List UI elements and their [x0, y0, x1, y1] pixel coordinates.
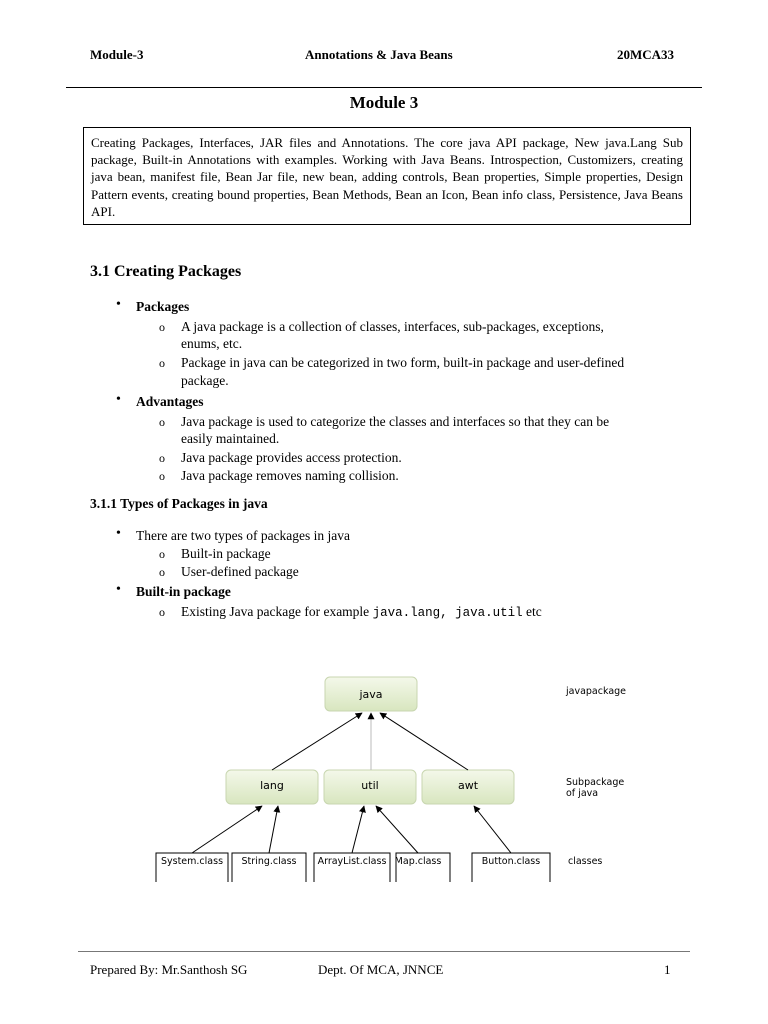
packages-item-2a: Package in java can be categorized in two form, built-in package and user-defined — [181, 355, 625, 370]
syllabus-text: Creating Packages, Interfaces, JAR files and Annotations. The core java API package, New java.Lang Sub package, Built-in Annotations with examples. Working with Java Beans. Introspection, Customizers, creating java bean, manifest file, Bean Jar file, new bean, adding controls, Bean properties, Simple properties, Design Pattern events, creating bound properties, Bean Methods, Bean an Icon, Bean info class, Persistence, Java Beans API. — [91, 135, 683, 219]
footer-department: Dept. Of MCA, JNNCE — [318, 962, 444, 977]
advantages-item-3: Java package removes naming collision. — [181, 468, 399, 483]
packages-label: Packages — [136, 299, 190, 314]
class-label-arraylist: ArrayList.class — [317, 856, 387, 867]
side-label-javapackage: javapackage — [566, 686, 627, 697]
sub-bullet: o — [159, 469, 165, 483]
packages-item-1b: enums, etc. — [181, 336, 243, 351]
packages-item-2b: package. — [181, 373, 229, 388]
arrow-lang-java — [272, 713, 362, 770]
sub-bullet: o — [159, 320, 165, 334]
package-hierarchy-diagram — [150, 672, 630, 892]
sub-bullet: o — [159, 356, 165, 370]
builtin-text: Existing Java package for example — [181, 604, 373, 619]
side-label-of-java: of java — [566, 788, 599, 799]
page-title: Module 3 — [349, 93, 419, 112]
arrow-button-awt — [474, 806, 511, 853]
advantages-item-1a: Java package is used to categorize the classes and interfaces so that they can be — [181, 414, 610, 429]
sub-bullet: o — [159, 415, 165, 429]
subsection-heading: 3.1.1 Types of Packages in java — [90, 496, 268, 511]
sub-bullet: o — [159, 547, 165, 561]
sub-bullet: o — [159, 451, 165, 465]
class-label-map: Map.class — [394, 856, 442, 867]
header-module: Module-3 — [90, 47, 144, 62]
side-label-classes: classes — [568, 856, 603, 867]
packages-item-1a: A java package is a collection of classes, interfaces, sub-packages, exceptions, — [181, 319, 604, 334]
class-label-system: System.class — [160, 856, 224, 867]
arrow-string-lang — [269, 806, 278, 853]
builtin-example — [181, 603, 542, 622]
subpackage-label-awt: awt — [457, 779, 479, 792]
advantages-item-2: Java package provides access protection. — [181, 450, 402, 465]
syllabus-box — [83, 127, 691, 225]
bullet-dot: • — [116, 392, 121, 407]
root-node-label: java — [359, 688, 383, 701]
arrow-system-lang — [192, 806, 262, 853]
bullet-dot: • — [116, 297, 121, 312]
header-course-code: 20MCA33 — [617, 47, 675, 62]
header-topic: Annotations & Java Beans — [305, 47, 453, 62]
subpackage-label-util: util — [361, 779, 379, 792]
bullet-dot: • — [116, 526, 121, 541]
page-number: 1 — [664, 962, 671, 977]
footer-divider — [78, 951, 690, 952]
class-label-string: String.class — [241, 856, 297, 867]
sub-bullet: o — [159, 605, 165, 619]
arrow-map-util — [376, 806, 418, 853]
header-divider — [66, 87, 702, 88]
builtin-code: java.lang, java.util — [372, 606, 523, 620]
class-label-button: Button.class — [481, 856, 541, 867]
arrow-awt-java — [380, 713, 468, 770]
builtin-suffix: etc — [522, 604, 542, 619]
sub-bullet: o — [159, 565, 165, 579]
bullet-dot: • — [116, 582, 121, 597]
advantages-item-1b: easily maintained. — [181, 431, 280, 446]
builtin-label: Built-in package — [136, 584, 231, 599]
footer-author: Prepared By: Mr.Santhosh SG — [90, 962, 248, 977]
type-user-defined: User-defined package — [181, 564, 299, 579]
types-intro: There are two types of packages in java — [136, 528, 351, 543]
subpackage-label-lang: lang — [260, 779, 284, 792]
type-builtin: Built-in package — [181, 546, 271, 561]
advantages-label: Advantages — [136, 394, 204, 409]
side-label-subpackage: Subpackage — [566, 777, 625, 788]
section-heading: 3.1 Creating Packages — [90, 263, 242, 280]
arrow-arraylist-util — [352, 806, 364, 853]
